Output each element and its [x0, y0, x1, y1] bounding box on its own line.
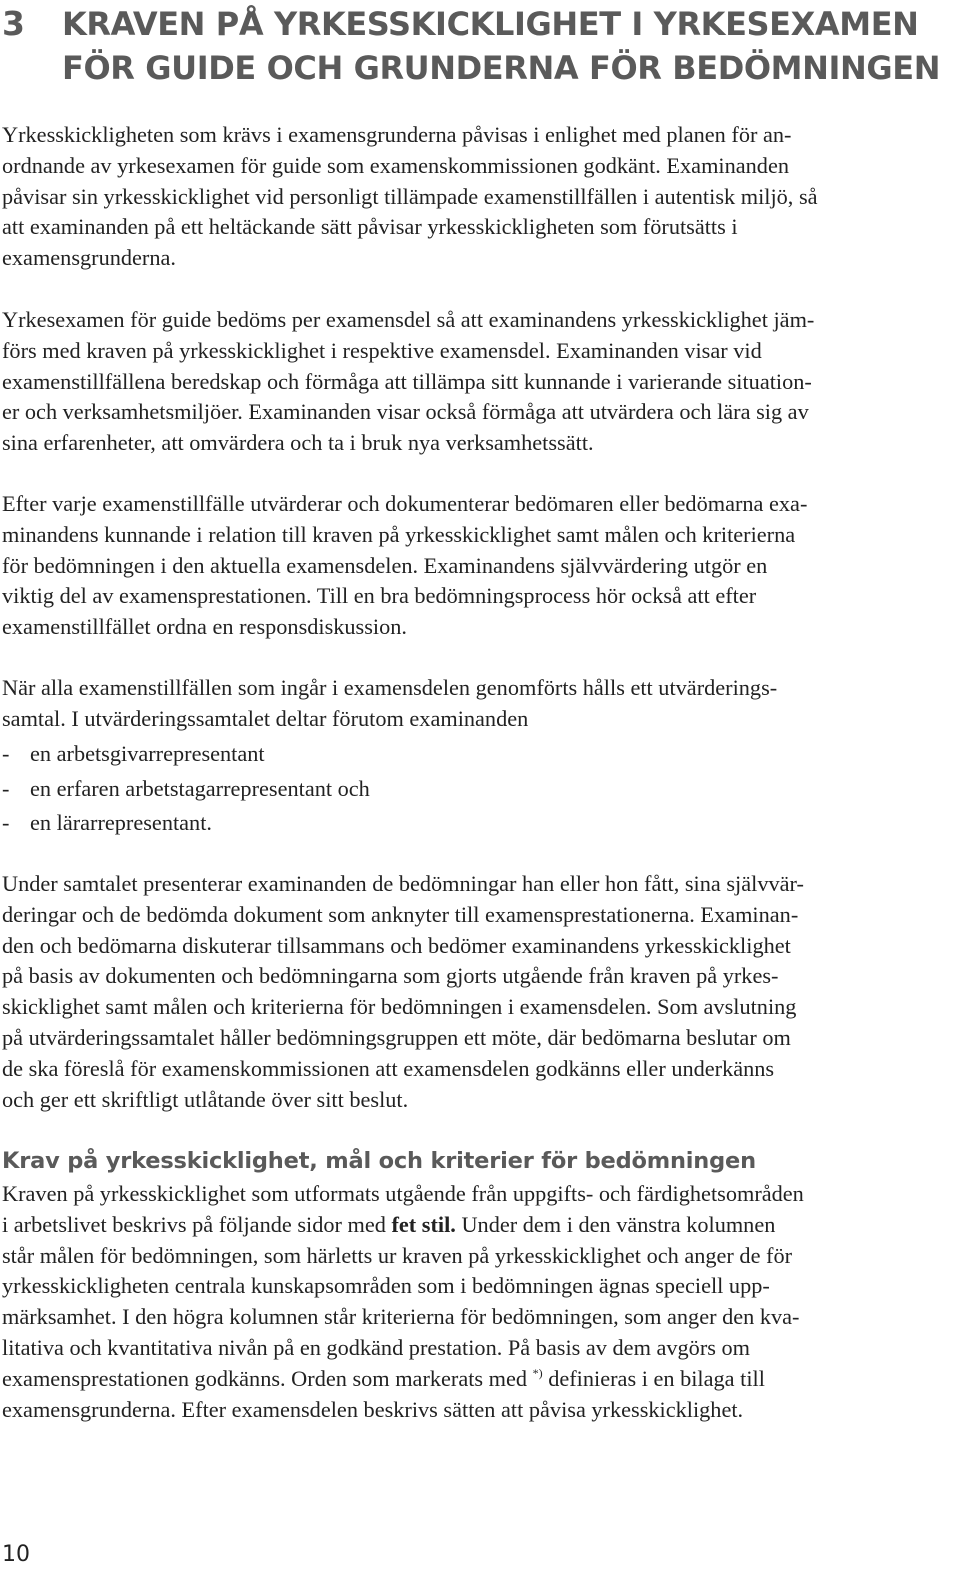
paragraph-intro	[2, 120, 954, 274]
text-line: viktig del av examensprestationen. Till en bra bedömningsprocess hör också att efter	[2, 583, 757, 609]
text-line	[2, 1210, 954, 1241]
list-item	[2, 806, 902, 841]
text-line: står målen för bedömningen, som härletts ur kraven på yrkesskicklighet och anger de för	[2, 1242, 793, 1268]
text-line: examenstillfällena beredskap och förmåga att tillämpa sitt kunnande i varierande situation-	[2, 368, 812, 394]
text-line: skicklighet samt målen och kriterierna för bedömningen i examensdelen. Som avslutning	[2, 994, 797, 1020]
text-line: ordnande av yrkesexamen för guide som examenskommissionen godkänt. Examinanden	[2, 152, 789, 178]
text-line: litativa och kvantitativa nivån på en godkänd prestation. På basis av dem avgörs om	[2, 1334, 751, 1360]
text-line: den och bedömarna diskuterar tillsammans och bedömer examinandens yrkesskicklighet	[2, 932, 791, 958]
text-line: er och verksamhetsmiljöer. Examinanden visar också förmåga att utvärdera och lära sig av	[2, 399, 809, 425]
text-line: på utvärderingssamtalet håller bedömningsgruppen ett möte, där bedömarna beslutar om	[2, 1024, 791, 1050]
page-number: 10	[2, 1542, 30, 1567]
text-line: Under samtalet presenterar examinanden de bedömningar han eller hon fått, sina självvär-	[2, 871, 804, 896]
text-line: minandens kunnande i relation till kraven på yrkesskicklighet samt målen och kriterierna	[2, 521, 796, 547]
paragraph-criteria	[2, 1179, 954, 1425]
text-line: examensgrunderna.	[2, 245, 176, 271]
paragraph-assessment	[2, 305, 954, 459]
list-item	[2, 737, 902, 772]
chapter-title-line: KRAVEN PÅ YRKESSKICKLIGHET I YRKESEXAMEN	[62, 5, 919, 43]
footnote-marker: *)	[532, 1365, 543, 1380]
text-line: sina erfarenheter, att omvärdera och ta i bruk nya verksamhetssätt.	[2, 430, 594, 456]
chapter-number: 3	[2, 4, 25, 43]
text-fragment: Under dem i den vänstra kolumnen	[455, 1211, 776, 1237]
text-line: och ger ett skriftligt utlåtande över sitt beslut.	[2, 1086, 409, 1112]
section-heading: Krav på yrkesskicklighet, mål och kriterier för bedömningen	[2, 1148, 756, 1174]
text-line: märksamhet. I den högra kolumnen står kriterierna för bedömningen, som anger den kva-	[2, 1304, 800, 1330]
dash-bullet: -	[2, 775, 10, 801]
text-line: Kraven på yrkesskicklighet som utformats utgående från uppgifts- och färdighetsområden	[2, 1181, 804, 1206]
text-line: När alla examenstillfällen som ingår i examensdelen genomförts hålls ett utvärderings-	[2, 675, 778, 700]
dash-bullet: -	[2, 741, 10, 766]
text-line	[2, 1364, 954, 1395]
text-line: de ska föreslå för examenskommissionen att examensdelen godkänns eller underkänns	[2, 1055, 775, 1081]
text-line: Yrkesskickligheten som krävs i examensgrunderna påvisas i enlighet med planen för an-	[2, 122, 792, 147]
text-line: yrkesskickligheten centrala kunskapsområden som i bedömningen ägnas speciell upp-	[2, 1273, 770, 1299]
text-line: examenstillfället ordna en responsdiskussion.	[2, 614, 407, 640]
list-item-text: en arbetsgivarrepresentant	[30, 741, 265, 766]
text-fragment: examensprestationen godkänns. Orden som markerats med	[2, 1365, 533, 1391]
paragraph-evaluation-talk	[2, 673, 954, 735]
text-line: för bedömningen i den aktuella examensdelen. Examinandens självvärdering utgör en	[2, 552, 768, 578]
text-line: påvisar sin yrkesskicklighet vid personligt tillämpade examenstillfällen i autentisk miljö, så	[2, 183, 818, 209]
chapter-title	[62, 2, 940, 90]
text-line: Yrkesexamen för guide bedöms per examensdel så att examinandens yrkesskicklighet jäm-	[2, 307, 815, 332]
text-line: examensgrunderna. Efter examensdelen beskrivs sätten att påvisa yrkesskicklighet.	[2, 1396, 744, 1422]
text-line: att examinanden på ett heltäckande sätt påvisar yrkesskickligheten som förutsätts i	[2, 214, 738, 240]
text-fragment: definieras i en bilaga till	[542, 1365, 765, 1391]
list-item-text: en erfaren arbetstagarrepresentant och	[30, 775, 370, 801]
text-fragment: i arbetslivet beskrivs på följande sidor med	[2, 1211, 392, 1237]
text-line: på basis av dokumenten och bedömningarna som gjorts utgående från kraven på yrkes-	[2, 963, 779, 989]
dash-bullet: -	[2, 810, 10, 835]
bold-text: fet stil.	[391, 1211, 456, 1237]
paragraph-discussion	[2, 869, 954, 1115]
text-line: deringar och de bedömda dokument som anknyter till examensprestationerna. Examinan-	[2, 901, 799, 927]
paragraph-evaluation	[2, 489, 954, 643]
text-line: Efter varje examenstillfälle utvärderar och dokumenterar bedömaren eller bedömarna exa-	[2, 491, 808, 516]
participant-list	[2, 737, 902, 841]
text-line: förs med kraven på yrkesskicklighet i respektive examensdel. Examinanden visar vid	[2, 337, 762, 363]
list-item-text: en lärarrepresentant.	[30, 810, 212, 835]
list-item	[2, 772, 902, 807]
text-line: samtal. I utvärderingssamtalet deltar förutom examinanden	[2, 705, 529, 731]
chapter-title-line: FÖR GUIDE OCH GRUNDERNA FÖR BEDÖMNINGEN	[62, 49, 941, 87]
